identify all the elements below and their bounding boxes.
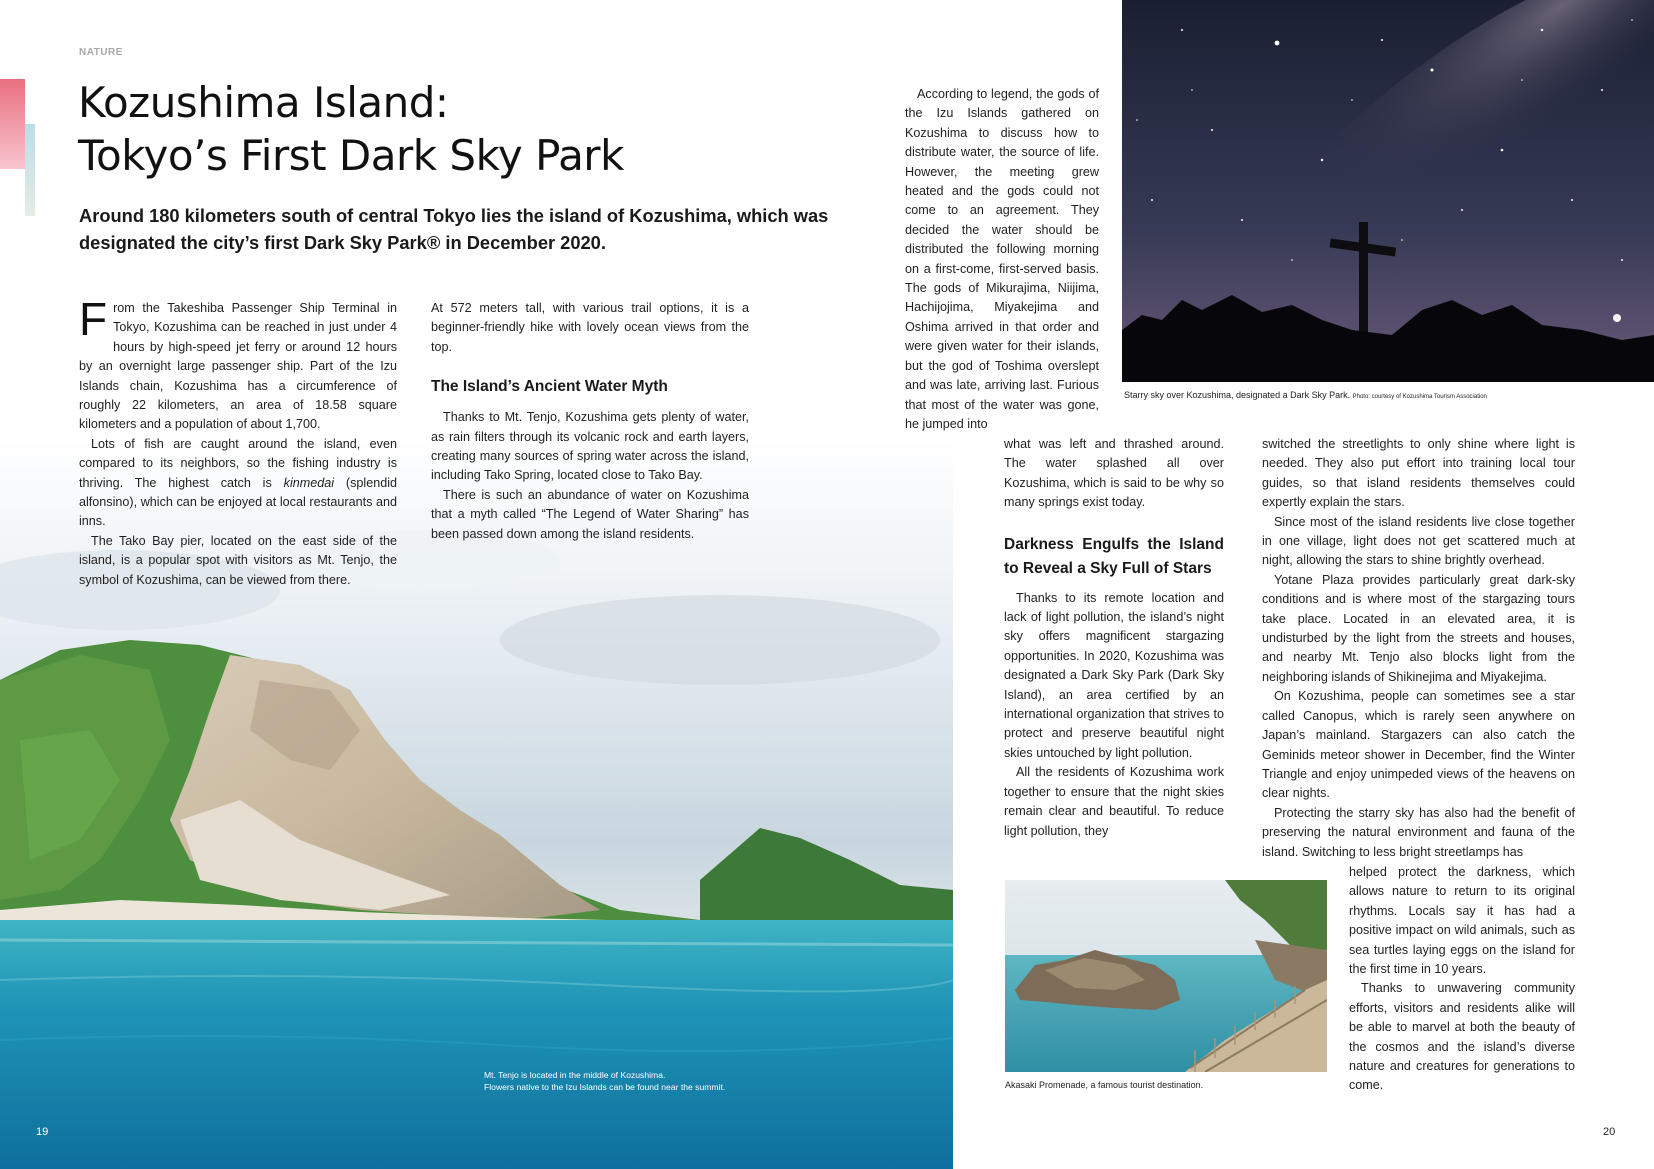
body-paragraph: Protecting the starry sky has also had the benefit of preserving the natural environment and fauna of the island. Switching to less bright streetlamps has <box>1262 805 1575 859</box>
title-line-1: Kozushima Island: <box>78 78 449 127</box>
body-paragraph: Yotane Plaza provides particularly great dark-sky conditions and is where most of the stargazing tours take place. Located in an elevated area, it is undisturbed by the light from the streets and houses, and nearby Mt. Tenjo also blocks light from the neighboring islands of Shikinejima and Miyakejima. <box>1262 572 1575 684</box>
body-paragraph <box>79 435 397 532</box>
akasaki-promenade-caption: Akasaki Promenade, a famous tourist destination. <box>1005 1080 1204 1090</box>
paragraph-text: Lots of fish are caught around the island, even compared to its neighbors, so the fishing industry is thriving. The highest catch is <box>79 436 397 490</box>
photo-credit: Photo: courtesy of Kozushima Tourism Association <box>1352 394 1487 400</box>
body-paragraph: All the residents of Kozushima work together to ensure that the night skies remain clear and beautiful. To reduce light pollution, they <box>1004 765 1224 838</box>
accent-bar-blue <box>25 124 35 216</box>
body-paragraph: Thanks to its remote location and lack of light pollution, the island’s night sky offers magnificent stargazing opportunities. In 2020, Kozushima was designated a Dark Sky Park (Dark Sky Island), an area certified by an international organization that strives to protect and preserve beautiful night skies untouched by light pollution. <box>1004 590 1224 760</box>
body-column-1 <box>79 293 398 590</box>
starry-sky-photo <box>1122 0 1654 382</box>
drop-cap: F <box>79 293 108 345</box>
body-paragraph: There is such an abundance of water on Kozushima that a myth called “The Legend of Water Sharing” has been passed down among the island residents. <box>431 487 749 541</box>
body-column-4-bottom <box>1349 863 1575 1096</box>
article-lede: Around 180 kilometers south of central Tokyo lies the island of Kozushima, which was designated the city’s first Dark Sky Park® in December 2020. <box>79 205 829 253</box>
body-paragraph: At 572 meters tall, with various trail options, it is a beginner-friendly hike with lovely ocean views from the top. <box>431 301 749 354</box>
paragraph-text: rom the Takeshiba Passenger Ship Terminal in Tokyo, Kozushima can be reached in just under 4 hours by high-speed jet ferry or around 12 hours by an overnight large passenger ship. Part of the Izu Islands chain, Kozushima has a circumference of roughly 22 kilometers, an area of 18.58 square kilometers and a population of about 1,700. <box>79 301 397 432</box>
mt-tenjo-caption <box>484 1069 804 1093</box>
body-paragraph: what was left and thrashed around. The water splashed all over Kozushima, which is said to be why so many springs exist today. <box>1004 437 1224 510</box>
body-paragraph: Thanks to Mt. Tenjo, Kozushima gets plenty of water, as rain filters through its volcanic rock and earth layers, creating many sources of spring water across the island, including Tako Spring, located close to Tako Bay. <box>431 410 749 483</box>
body-column-4 <box>1262 435 1575 862</box>
italic-term: kinmedai <box>283 475 335 490</box>
subheading: Darkness Engulfs the Island to Reveal a Sky Full of Stars <box>1004 535 1224 577</box>
caption-text: Starry sky over Kozushima, designated a Dark Sky Park. <box>1124 390 1351 400</box>
title-line-2: Tokyo’s First Dark Sky Park <box>78 131 624 180</box>
starry-sky-caption <box>1124 390 1654 400</box>
subheading: The Island’s Ancient Water Myth <box>431 378 668 396</box>
body-paragraph: helped protect the darkness, which allows nature to return to its original rhythms. Locals say it has had a positive impact on wild animals, such as sea turtles laying eggs on the island for the first time in 10 years. <box>1349 865 1575 977</box>
page-number-left: 19 <box>36 1126 49 1138</box>
body-paragraph: The Tako Bay pier, located on the east side of the island, is a popular spot with visitors as Mt. Tenjo, the symbol of Kozushima, can be viewed from there. <box>79 533 397 587</box>
article-title <box>78 76 778 182</box>
caption-line: Mt. Tenjo is located in the middle of Kozushima. <box>484 1070 666 1080</box>
paragraph-text: (splendid alfonsino), which can be enjoyed at local restaurants and inns. <box>79 475 398 529</box>
accent-bar-pink <box>0 79 25 169</box>
caption-line: Flowers native to the Izu Islands can be found near the summit. <box>484 1082 726 1092</box>
page-number-right: 20 <box>1603 1126 1616 1138</box>
akasaki-promenade-photo <box>1005 880 1327 1072</box>
body-paragraph: switched the streetlights to only shine where light is needed. They also put effort into training local tour guides, so that island residents themselves could expertly explain the stars. <box>1262 437 1575 510</box>
body-column-3-top <box>905 85 1099 434</box>
body-column-2 <box>431 299 749 544</box>
body-paragraph: Thanks to unwavering community efforts, visitors and residents alike will be able to marvel at both the beauty of the cosmos and the island’s diverse nature and creatures for generations to come. <box>1349 981 1575 1093</box>
body-paragraph: According to legend, the gods of the Izu Islands gathered on Kozushima to discuss how to distribute water, the source of life. However, the meeting grew heated and the gods could not come to an agreement. They decided the water should be distributed the following morning on a first-come, first-served basis. The gods of Mikurajima, Niijima, Hachijojima, Miyakejima and Oshima arrived in that order and were given water for their islands, but the god of Toshima overslept and was late, arriving last. Furious that most of the water was gone, he jumped into <box>905 87 1099 431</box>
body-paragraph <box>79 293 397 435</box>
section-label: NATURE <box>79 47 123 58</box>
body-paragraph: Since most of the island residents live close together in one village, light does not get scattered much at night, allowing the stars to shine brightly overhead. <box>1262 514 1575 568</box>
body-paragraph: On Kozushima, people can sometimes see a star called Canopus, which is rarely seen anywhere on Japan’s mainland. Stargazers can also catch the Geminids meteor shower in December, find the Winter Triangle and enjoy unimpeded views of the heavens on clear nights. <box>1262 689 1575 801</box>
body-column-3 <box>1004 435 1224 841</box>
